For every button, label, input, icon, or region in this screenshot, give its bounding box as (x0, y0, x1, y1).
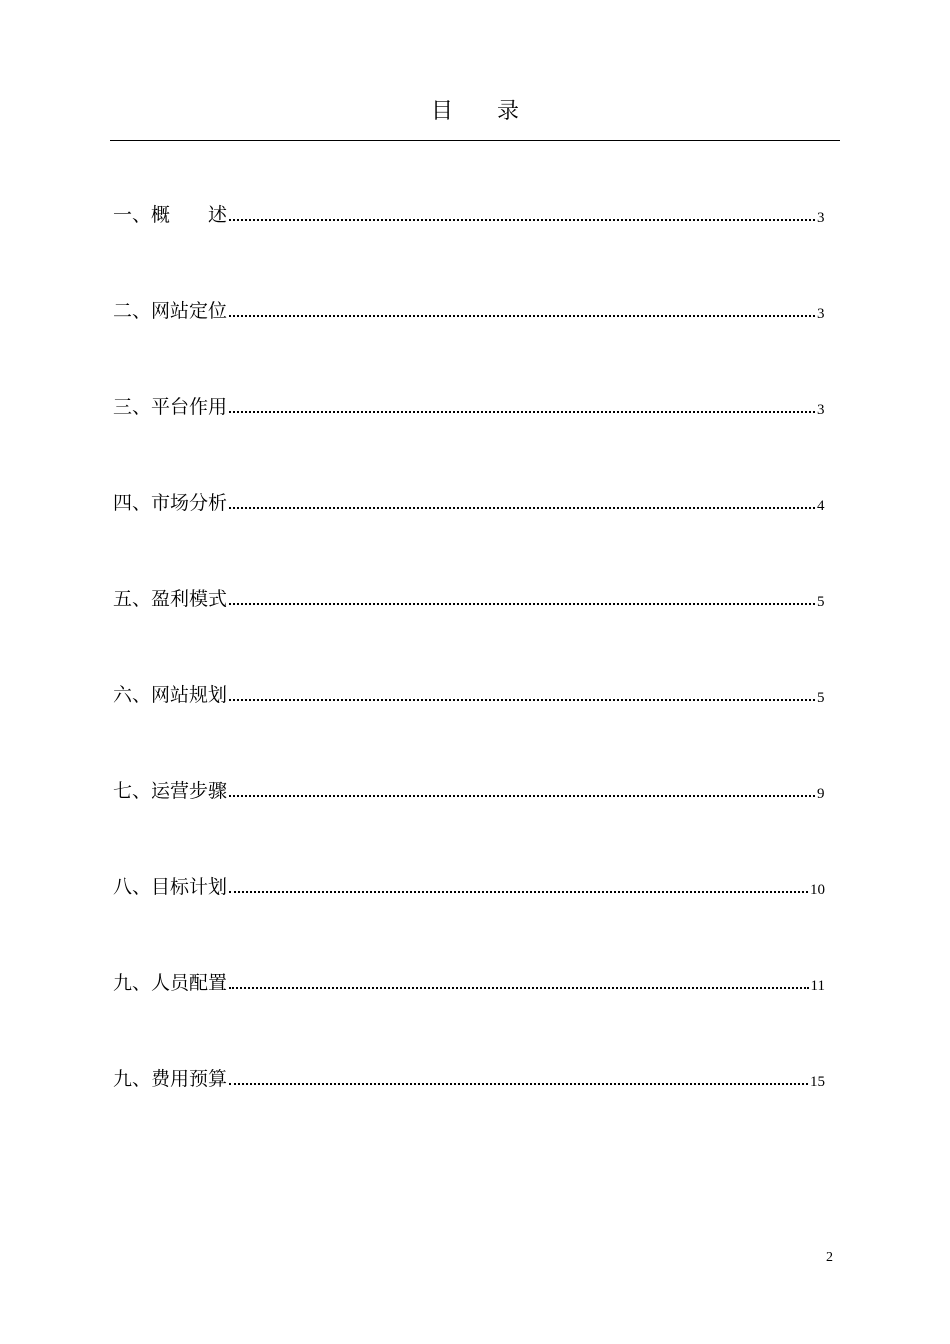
toc-entry-page: 15 (810, 1074, 825, 1090)
dot-leader (229, 315, 815, 317)
toc-entry-overview[interactable] (113, 200, 825, 230)
toc-entry-label: 七、运营步骤 (113, 780, 228, 802)
toc-entry-site-planning[interactable] (113, 680, 825, 710)
toc-entry-label: 四、市场分析 (113, 492, 228, 514)
toc-entry-label: 五、盈利模式 (113, 588, 228, 610)
toc-entry-operation-steps[interactable] (113, 776, 825, 806)
toc-entry-page: 3 (817, 210, 825, 226)
toc-entry-page: 11 (810, 978, 825, 994)
toc-entry-label: 三、平台作用 (113, 396, 228, 418)
toc-entry-page: 3 (817, 402, 825, 418)
toc-entry-positioning[interactable] (113, 296, 825, 326)
dot-leader (229, 219, 815, 221)
toc-entry-page: 9 (817, 786, 825, 802)
toc-entry-platform-role[interactable] (113, 392, 825, 422)
toc-entry-page: 5 (817, 594, 825, 610)
dot-leader (229, 1083, 808, 1085)
toc-entry-label: 九、人员配置 (113, 972, 228, 994)
page-number: 2 (826, 1250, 833, 1265)
toc-entry-market-analysis[interactable] (113, 488, 825, 518)
toc-entry-staffing[interactable] (113, 968, 825, 998)
toc-entry-page: 3 (817, 306, 825, 322)
dot-leader (229, 411, 815, 413)
toc-entry-page: 4 (817, 498, 825, 514)
dot-leader (229, 699, 815, 701)
toc-entry-profit-model[interactable] (113, 584, 825, 614)
toc-entry-label: 八、目标计划 (113, 876, 228, 898)
dot-leader (229, 891, 808, 893)
toc-entry-label: 二、网站定位 (113, 300, 228, 322)
toc-entry-label: 一、概 述 (113, 204, 228, 226)
toc-entry-page: 5 (817, 690, 825, 706)
toc-entry-page: 10 (810, 882, 825, 898)
toc-entry-target-plan[interactable] (113, 872, 825, 902)
toc-title: 目 录 (430, 99, 519, 124)
toc-entry-label: 六、网站规划 (113, 684, 228, 706)
dot-leader (229, 987, 809, 989)
dot-leader (229, 603, 815, 605)
dot-leader (229, 507, 815, 509)
title-underline (110, 140, 840, 141)
toc-entry-budget[interactable] (113, 1064, 825, 1094)
toc-entry-label: 九、费用预算 (113, 1068, 228, 1090)
dot-leader (229, 795, 815, 797)
